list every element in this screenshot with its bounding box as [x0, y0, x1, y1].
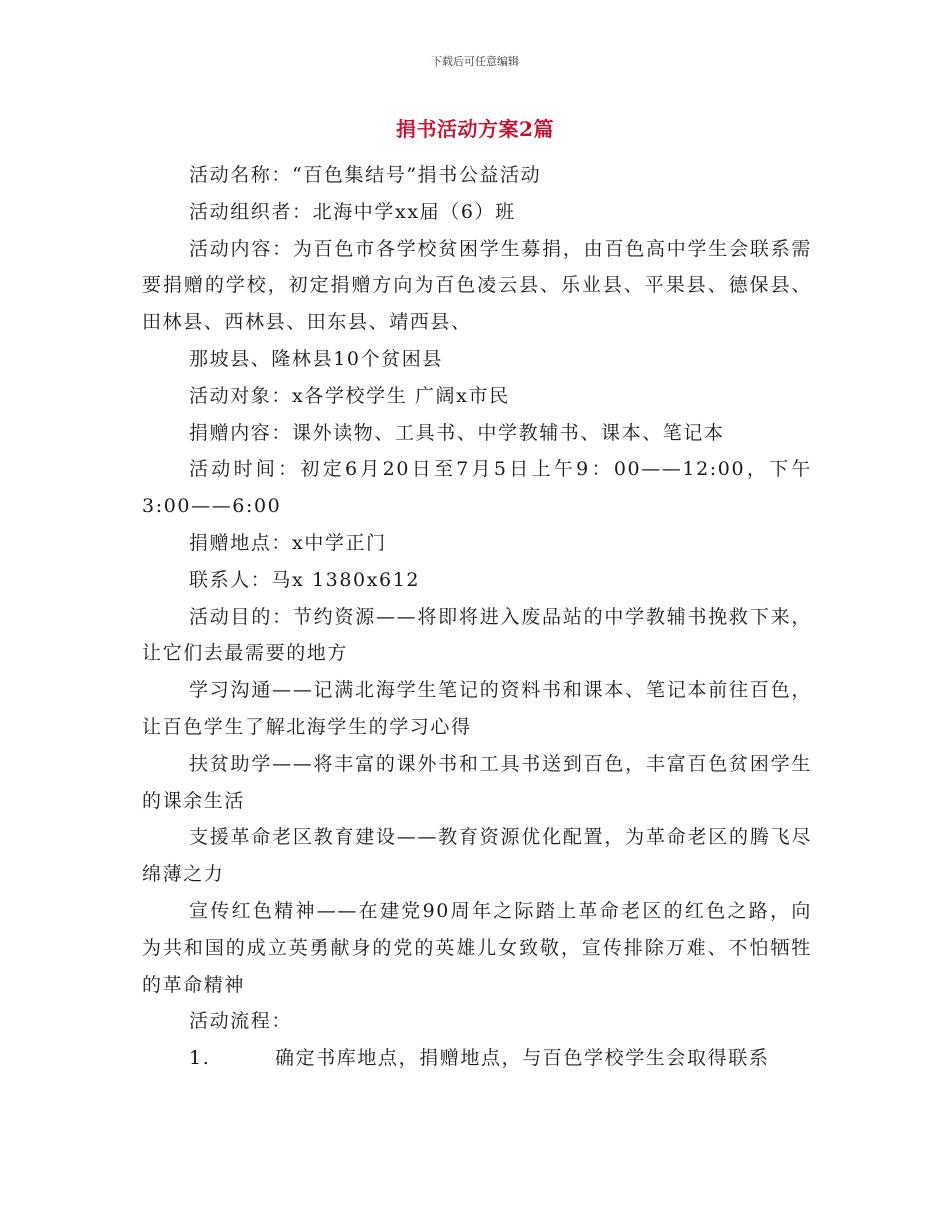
list-item-text: 确定书库地点，捐赠地点，与百色学校学生会取得联系	[275, 1047, 770, 1070]
paragraph-donation-items: 捐赠内容：课外读物、工具书、中学教辅书、课本、笔记本	[189, 421, 725, 444]
paragraph-poverty-aid: 扶贫助学——将丰富的课外书和工具书送到百色，丰富百色贫困学生的课余生活	[142, 752, 812, 812]
list-item	[142, 1040, 812, 1077]
document-body	[142, 157, 812, 1077]
paragraph-donation-location: 捐赠地点：x中学正门	[189, 531, 387, 554]
paragraph-purpose: 活动目的：节约资源——将即将进入废品站的中学教辅书挽救下来，让它们去最需要的地方	[142, 605, 812, 665]
paragraph-counties: 那坡县、隆林县10个贫困县	[189, 347, 443, 370]
paragraph-contact: 联系人：马x 1380x612	[189, 568, 421, 591]
paragraph-activity-time: 活动时间：初定6月20日至7月5日上午9：00——12:00，下午3:00——6:00	[142, 458, 812, 518]
paragraph-organizer: 活动组织者：北海中学xx届（6）班	[189, 200, 516, 223]
paragraph-target-audience: 活动对象：x各学校学生 广阔x市民	[189, 384, 510, 407]
paragraph-red-spirit: 宣传红色精神——在建党90周年之际踏上革命老区的红色之路，向为共和国的成立英勇献身的党的英雄儿女致敬，宣传排除万难、不怕牺牲的革命精神	[142, 899, 812, 996]
paragraph-activity-name: 活动名称：“百色集结号”捐书公益活动	[189, 164, 542, 186]
paragraph-learning-exchange: 学习沟通——记满北海学生笔记的资料书和课本、笔记本前往百色，让百色学生了解北海学生的学习心得	[142, 679, 812, 738]
paragraph-education-support: 支援革命老区教育建设——教育资源优化配置，为革命老区的腾飞尽绵薄之力	[142, 826, 812, 886]
document-title: 捐书活动方案2篇	[396, 117, 554, 141]
list-item-number: 1.	[189, 1047, 211, 1070]
paragraph-activity-content: 活动内容：为百色市各学校贫困学生募捐，由百色高中学生会联系需要捐赠的学校，初定捐赠方向为百色凌云县、乐业县、平果县、德保县、田林县、西林县、田东县、靖西县、	[142, 237, 812, 334]
paragraph-process-heading: 活动流程：	[189, 1010, 293, 1033]
page-header-note: 下载后可任意编辑	[431, 55, 519, 68]
